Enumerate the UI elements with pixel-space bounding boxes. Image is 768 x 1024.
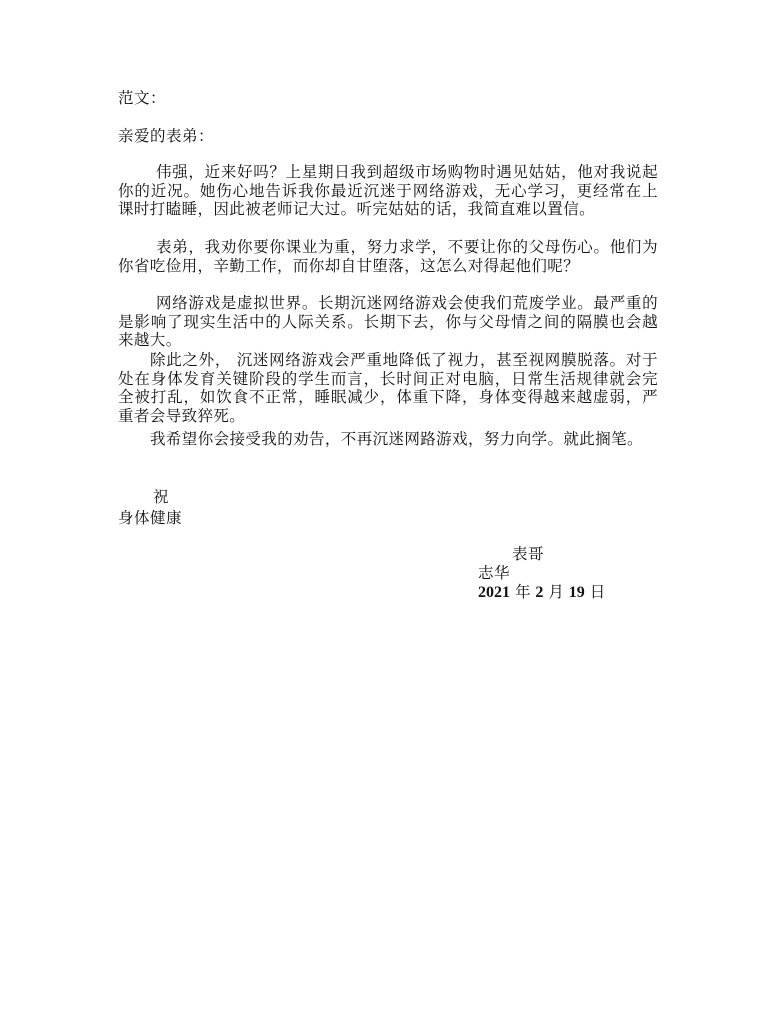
date-year: 2021 [478,584,510,601]
signature-relation: 表哥 [512,545,545,563]
paragraph-2: 表弟，我劝你要你课业为重，努力求学，不要让你的父母伤心。他们为你省吃俭用，辛勤工作，而你却自甘堕落，这怎么对得起他们呢？ [118,238,658,275]
date-day: 19 [568,584,585,601]
date-day-char: 日 [589,583,606,601]
salutation: 亲爱的表弟： [118,127,215,145]
essay-heading: 范文： [118,89,167,107]
date-month: 2 [535,584,544,601]
paragraph-4: 除此之外， 沉迷网络游戏会严重地降低了视力，甚至视网膜脱落。对于处在身体发育关键阶段的学生而言，长时间正对电脑，日常生活规律就会完全被打乱，如饮食不正常，睡眠减少，体重下降，身体变得越来越虚弱，严重者会导致猝死。 [118,351,658,425]
signature-name: 志华 [478,564,511,582]
date-month-char: 月 [548,583,564,601]
paragraph-5: 我希望你会接受我的劝告，不再沉迷网路游戏，努力向学。就此搁笔。 [150,430,643,448]
closing-blessing: 身体健康 [118,509,183,527]
paragraph-3: 网络游戏是虚拟世界。长期沉迷网络游戏会使我们荒废学业。最严重的是影响了现实生活中的人际关系。长期下去，你与父母情之间的隔膜也会越来越大。 [118,294,658,350]
paragraph-1: 伟强，近来好吗？上星期日我到超级市场购物时遇见姑姑，他对我说起你的近况。她伤心地告诉我你最近沉迷于网络游戏，无心学习，更经常在上课时打瞌睡，因此被老师记大过。听完姑姑的话，我简直难以置信。 [118,163,658,219]
closing-wish: 祝 [153,488,170,506]
date-year-char: 年 [514,583,531,601]
letter-date [478,582,605,603]
